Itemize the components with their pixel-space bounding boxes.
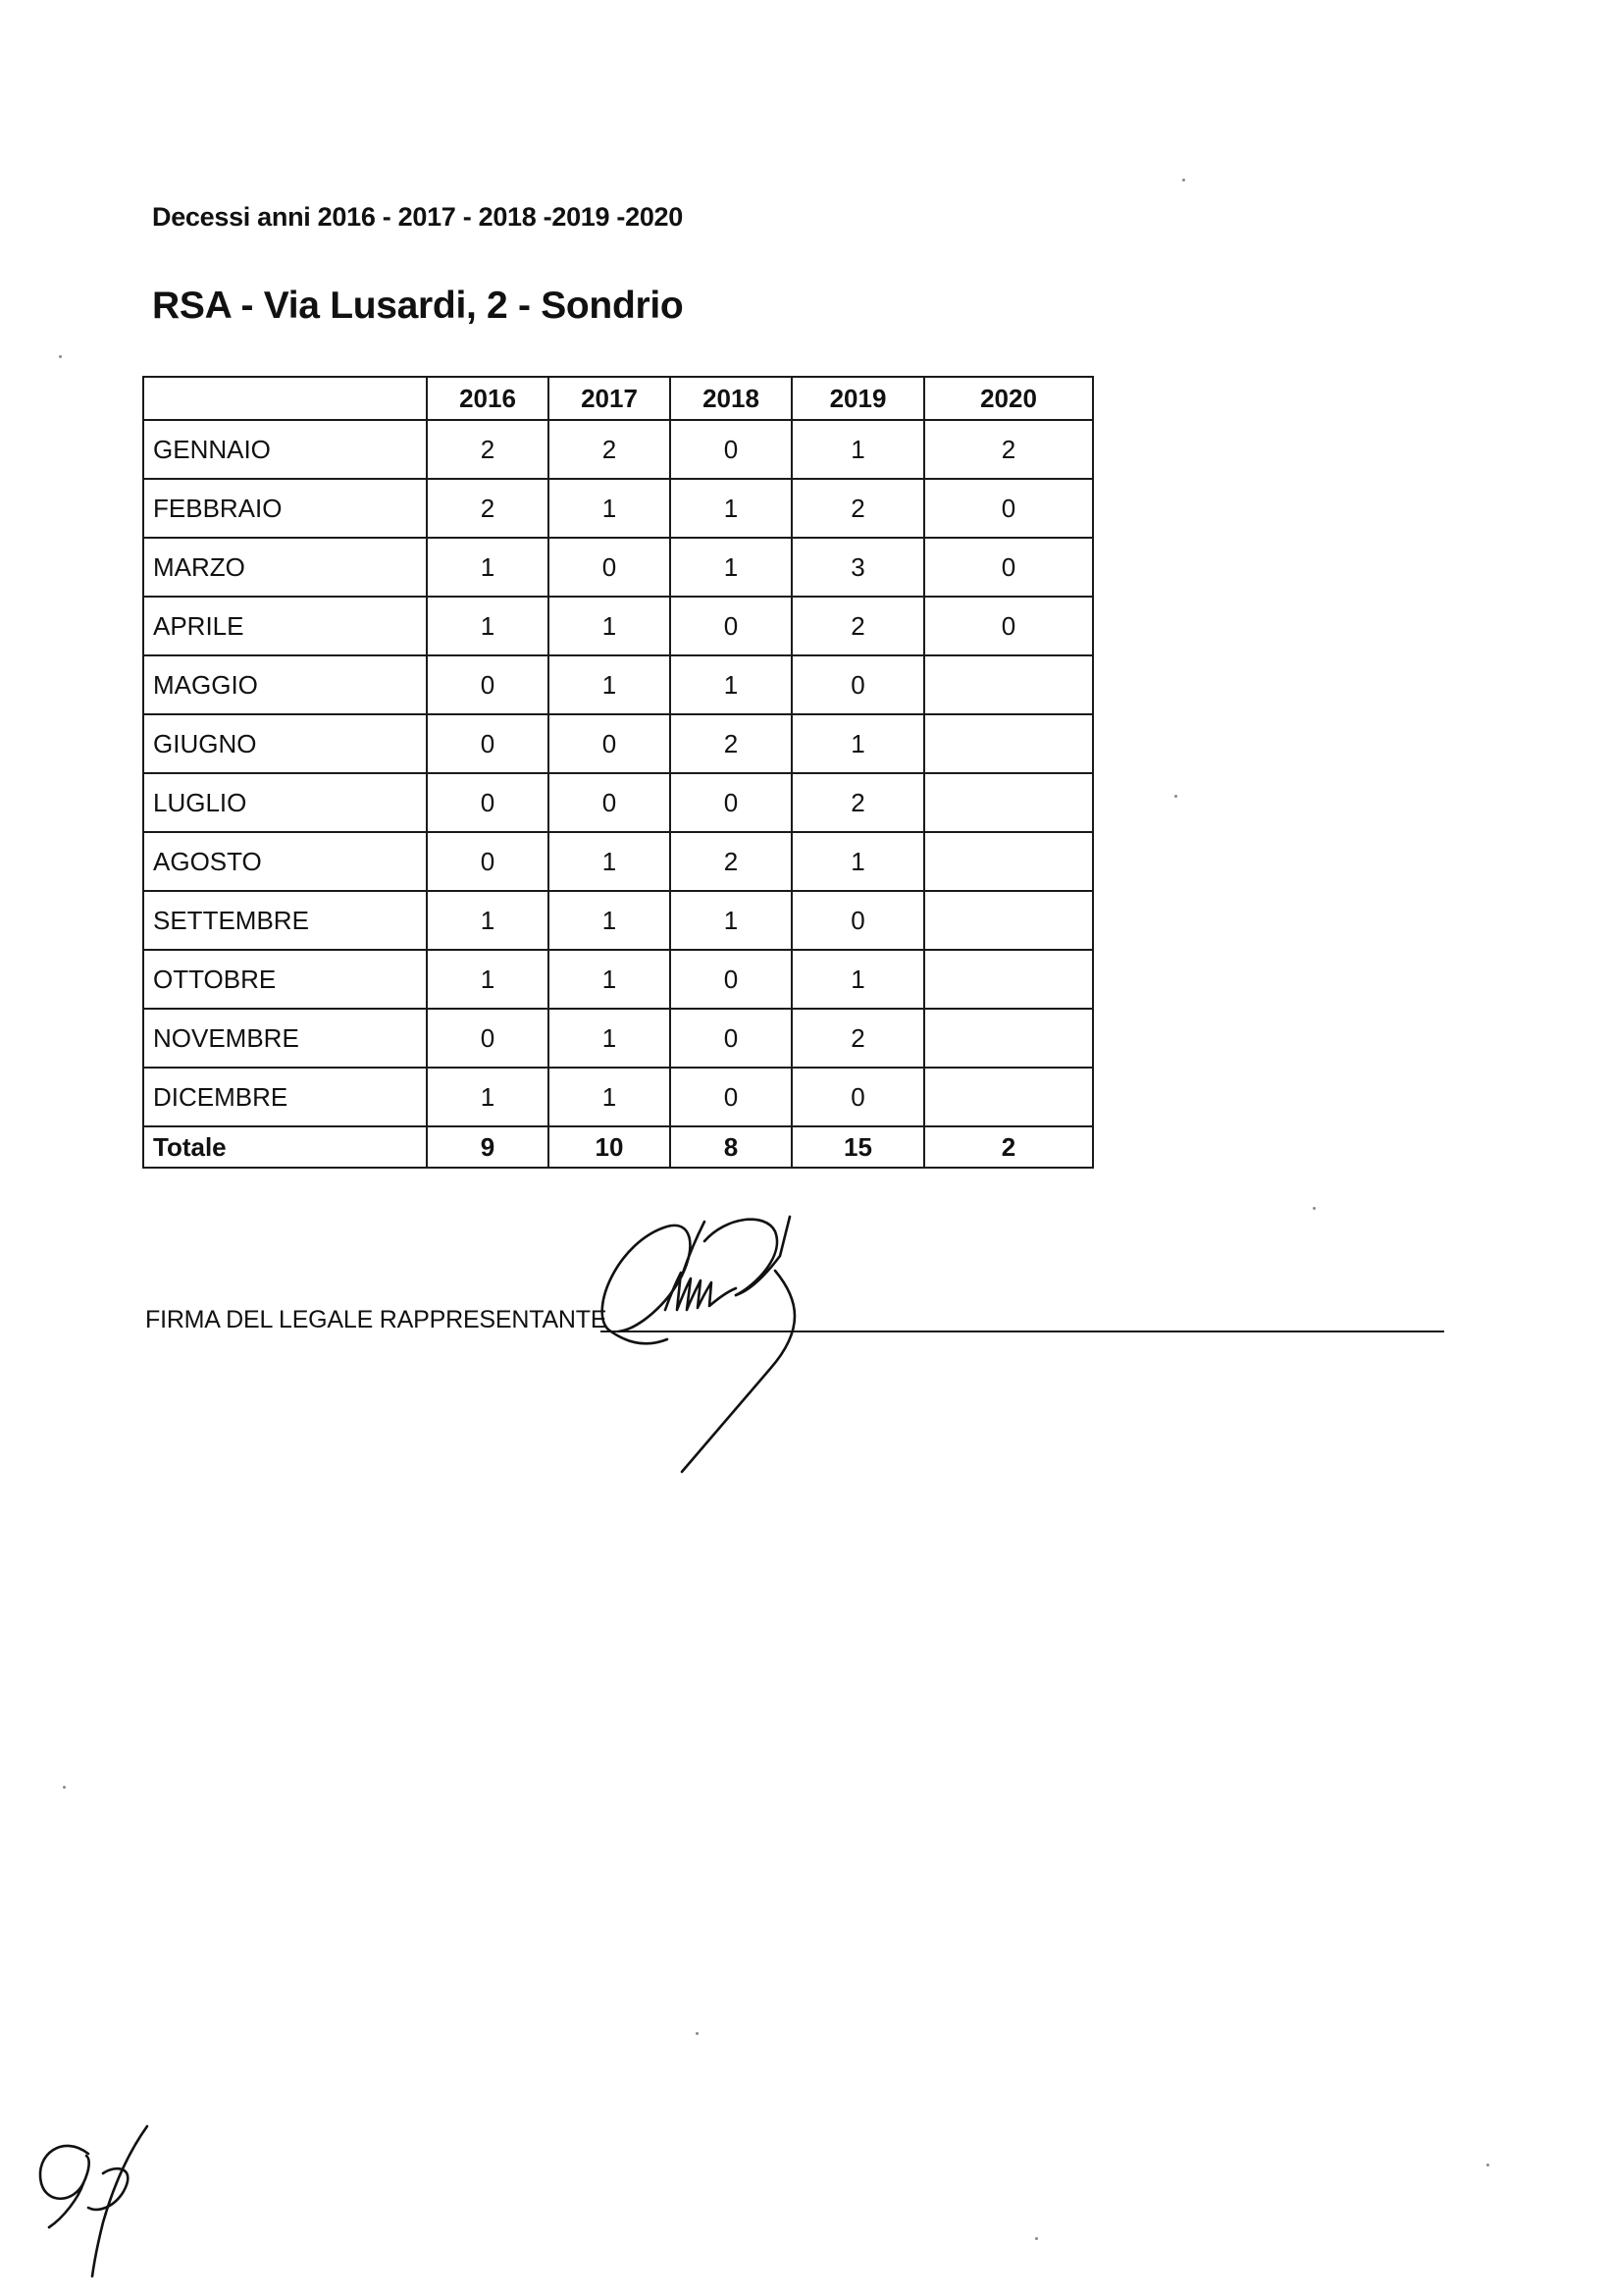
month-cell: LUGLIO — [143, 773, 427, 832]
value-cell: 1 — [427, 597, 548, 655]
facility-address: RSA - Via Lusardi, 2 - Sondrio — [152, 285, 684, 327]
value-cell: 2 — [670, 714, 792, 773]
value-cell — [924, 773, 1093, 832]
total-value: 2 — [924, 1126, 1093, 1168]
deaths-table — [142, 376, 1094, 1169]
value-cell — [924, 714, 1093, 773]
month-cell: APRILE — [143, 597, 427, 655]
column-header — [143, 377, 427, 420]
month-cell: FEBBRAIO — [143, 479, 427, 538]
month-cell: SETTEMBRE — [143, 891, 427, 950]
table-row — [143, 773, 1093, 832]
value-cell — [924, 891, 1093, 950]
table-row — [143, 714, 1093, 773]
value-cell: 2 — [792, 479, 924, 538]
value-cell: 1 — [548, 832, 670, 891]
month-cell: GIUGNO — [143, 714, 427, 773]
table-row — [143, 950, 1093, 1009]
table-row — [143, 420, 1093, 479]
column-header: 2017 — [548, 377, 670, 420]
column-header: 2020 — [924, 377, 1093, 420]
value-cell: 0 — [548, 714, 670, 773]
value-cell — [924, 1068, 1093, 1126]
scan-speck — [63, 1786, 66, 1789]
value-cell: 0 — [427, 773, 548, 832]
total-row — [143, 1126, 1093, 1168]
scan-speck — [1486, 2164, 1489, 2166]
month-cell: MARZO — [143, 538, 427, 597]
value-cell — [924, 1009, 1093, 1068]
table-row — [143, 832, 1093, 891]
handwritten-initials — [29, 2114, 167, 2281]
value-cell: 0 — [427, 714, 548, 773]
scan-speck — [1035, 2237, 1038, 2240]
signature-label: FIRMA DEL LEGALE RAPPRESENTANTE — [145, 1306, 607, 1333]
value-cell: 1 — [427, 538, 548, 597]
table-row — [143, 891, 1093, 950]
value-cell: 0 — [670, 950, 792, 1009]
table-header-row — [143, 377, 1093, 420]
value-cell: 1 — [548, 1068, 670, 1126]
value-cell: 1 — [670, 538, 792, 597]
value-cell: 1 — [548, 1009, 670, 1068]
value-cell: 1 — [792, 950, 924, 1009]
value-cell: 2 — [792, 773, 924, 832]
scan-speck — [1313, 1207, 1316, 1210]
table-row — [143, 655, 1093, 714]
scan-speck — [59, 355, 62, 358]
total-value: 8 — [670, 1126, 792, 1168]
deaths-table-container — [142, 376, 1094, 1169]
value-cell: 0 — [670, 1009, 792, 1068]
value-cell: 0 — [427, 655, 548, 714]
month-cell: NOVEMBRE — [143, 1009, 427, 1068]
column-header: 2018 — [670, 377, 792, 420]
value-cell: 2 — [670, 832, 792, 891]
value-cell: 1 — [548, 950, 670, 1009]
value-cell: 1 — [427, 891, 548, 950]
value-cell: 0 — [924, 479, 1093, 538]
value-cell: 0 — [924, 597, 1093, 655]
handwritten-signature — [579, 1202, 873, 1487]
value-cell: 0 — [548, 773, 670, 832]
value-cell: 0 — [924, 538, 1093, 597]
value-cell: 1 — [670, 655, 792, 714]
value-cell: 1 — [548, 655, 670, 714]
column-header: 2016 — [427, 377, 548, 420]
value-cell: 0 — [792, 891, 924, 950]
total-value: 9 — [427, 1126, 548, 1168]
total-label: Totale — [143, 1126, 427, 1168]
value-cell: 0 — [670, 597, 792, 655]
value-cell: 1 — [792, 420, 924, 479]
value-cell: 1 — [427, 1068, 548, 1126]
month-cell: MAGGIO — [143, 655, 427, 714]
value-cell: 3 — [792, 538, 924, 597]
document-title: Decessi anni 2016 - 2017 - 2018 -2019 -2020 — [152, 202, 683, 232]
value-cell: 1 — [548, 891, 670, 950]
value-cell — [924, 950, 1093, 1009]
value-cell: 1 — [427, 950, 548, 1009]
scan-speck — [1182, 179, 1185, 182]
table-row — [143, 538, 1093, 597]
value-cell — [924, 832, 1093, 891]
table-row — [143, 479, 1093, 538]
value-cell: 0 — [792, 1068, 924, 1126]
value-cell: 1 — [548, 597, 670, 655]
month-cell: GENNAIO — [143, 420, 427, 479]
value-cell: 1 — [792, 832, 924, 891]
value-cell: 1 — [670, 891, 792, 950]
value-cell: 1 — [792, 714, 924, 773]
total-value: 15 — [792, 1126, 924, 1168]
value-cell: 1 — [548, 479, 670, 538]
value-cell: 2 — [792, 597, 924, 655]
month-cell: AGOSTO — [143, 832, 427, 891]
value-cell: 2 — [427, 479, 548, 538]
month-cell: OTTOBRE — [143, 950, 427, 1009]
value-cell: 0 — [670, 773, 792, 832]
scan-speck — [1174, 795, 1177, 798]
value-cell: 0 — [427, 1009, 548, 1068]
value-cell: 2 — [792, 1009, 924, 1068]
column-header: 2019 — [792, 377, 924, 420]
value-cell: 0 — [670, 420, 792, 479]
value-cell: 2 — [427, 420, 548, 479]
scan-speck — [696, 2032, 699, 2035]
value-cell: 0 — [548, 538, 670, 597]
value-cell: 0 — [427, 832, 548, 891]
month-cell: DICEMBRE — [143, 1068, 427, 1126]
table-row — [143, 1068, 1093, 1126]
value-cell: 2 — [924, 420, 1093, 479]
value-cell: 0 — [792, 655, 924, 714]
table-row — [143, 597, 1093, 655]
value-cell: 2 — [548, 420, 670, 479]
value-cell: 1 — [670, 479, 792, 538]
table-row — [143, 1009, 1093, 1068]
value-cell: 0 — [670, 1068, 792, 1126]
total-value: 10 — [548, 1126, 670, 1168]
value-cell — [924, 655, 1093, 714]
